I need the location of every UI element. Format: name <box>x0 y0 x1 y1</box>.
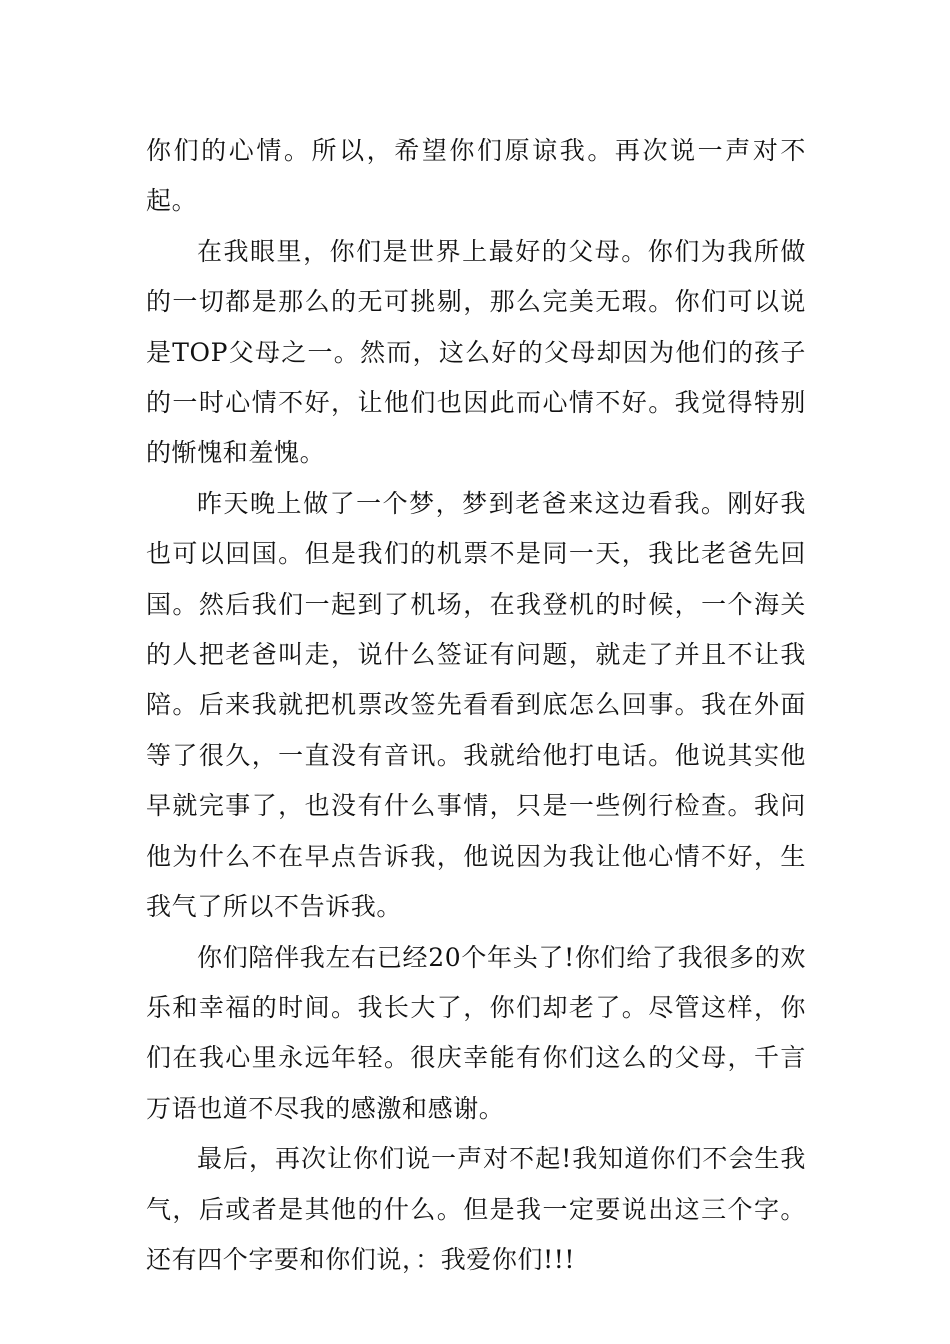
paragraph-2: 在我眼里，你们是世界上最好的父母。你们为我所做的一切都是那么的无可挑剔，那么完美无瑕。你们可以说是TOP父母之一。然而，这么好的父母却因为他们的孩子的一时心情不好，让他们也因此而心情不好。我觉得特别的惭愧和羞愧。 <box>146 236 806 468</box>
document-body <box>146 126 806 1285</box>
paragraph-4: 你们陪伴我左右已经20个年头了!你们给了我很多的欢乐和幸福的时间。我长大了，你们却老了。尽管这样，你们在我心里永远年轻。很庆幸能有你们这么的父母，千言万语也道不尽我的感激和感谢。 <box>146 942 806 1123</box>
paragraph-5: 最后，再次让你们说一声对不起!我知道你们不会生我气，后或者是其他的什么。但是我一定要说出这三个字。还有四个字要和你们说，：我爱你们!!! <box>146 1144 806 1274</box>
paragraph-3: 昨天晚上做了一个梦，梦到老爸来这边看我。刚好我也可以回国。但是我们的机票不是同一天，我比老爸先回国。然后我们一起到了机场，在我登机的时候，一个海关的人把老爸叫走，说什么签证有问题，就走了并且不让我陪。后来我就把机票改签先看看到底怎么回事。我在外面等了很久，一直没有音讯。我就给他打电话。他说其实他早就完事了，也没有什么事情，只是一些例行检查。我问他为什么不在早点告诉我，他说因为我让他心情不好，生我气了所以不告诉我。 <box>146 488 806 922</box>
paragraph-1: 你们的心情。所以，希望你们原谅我。再次说一声对不起。 <box>146 136 806 216</box>
